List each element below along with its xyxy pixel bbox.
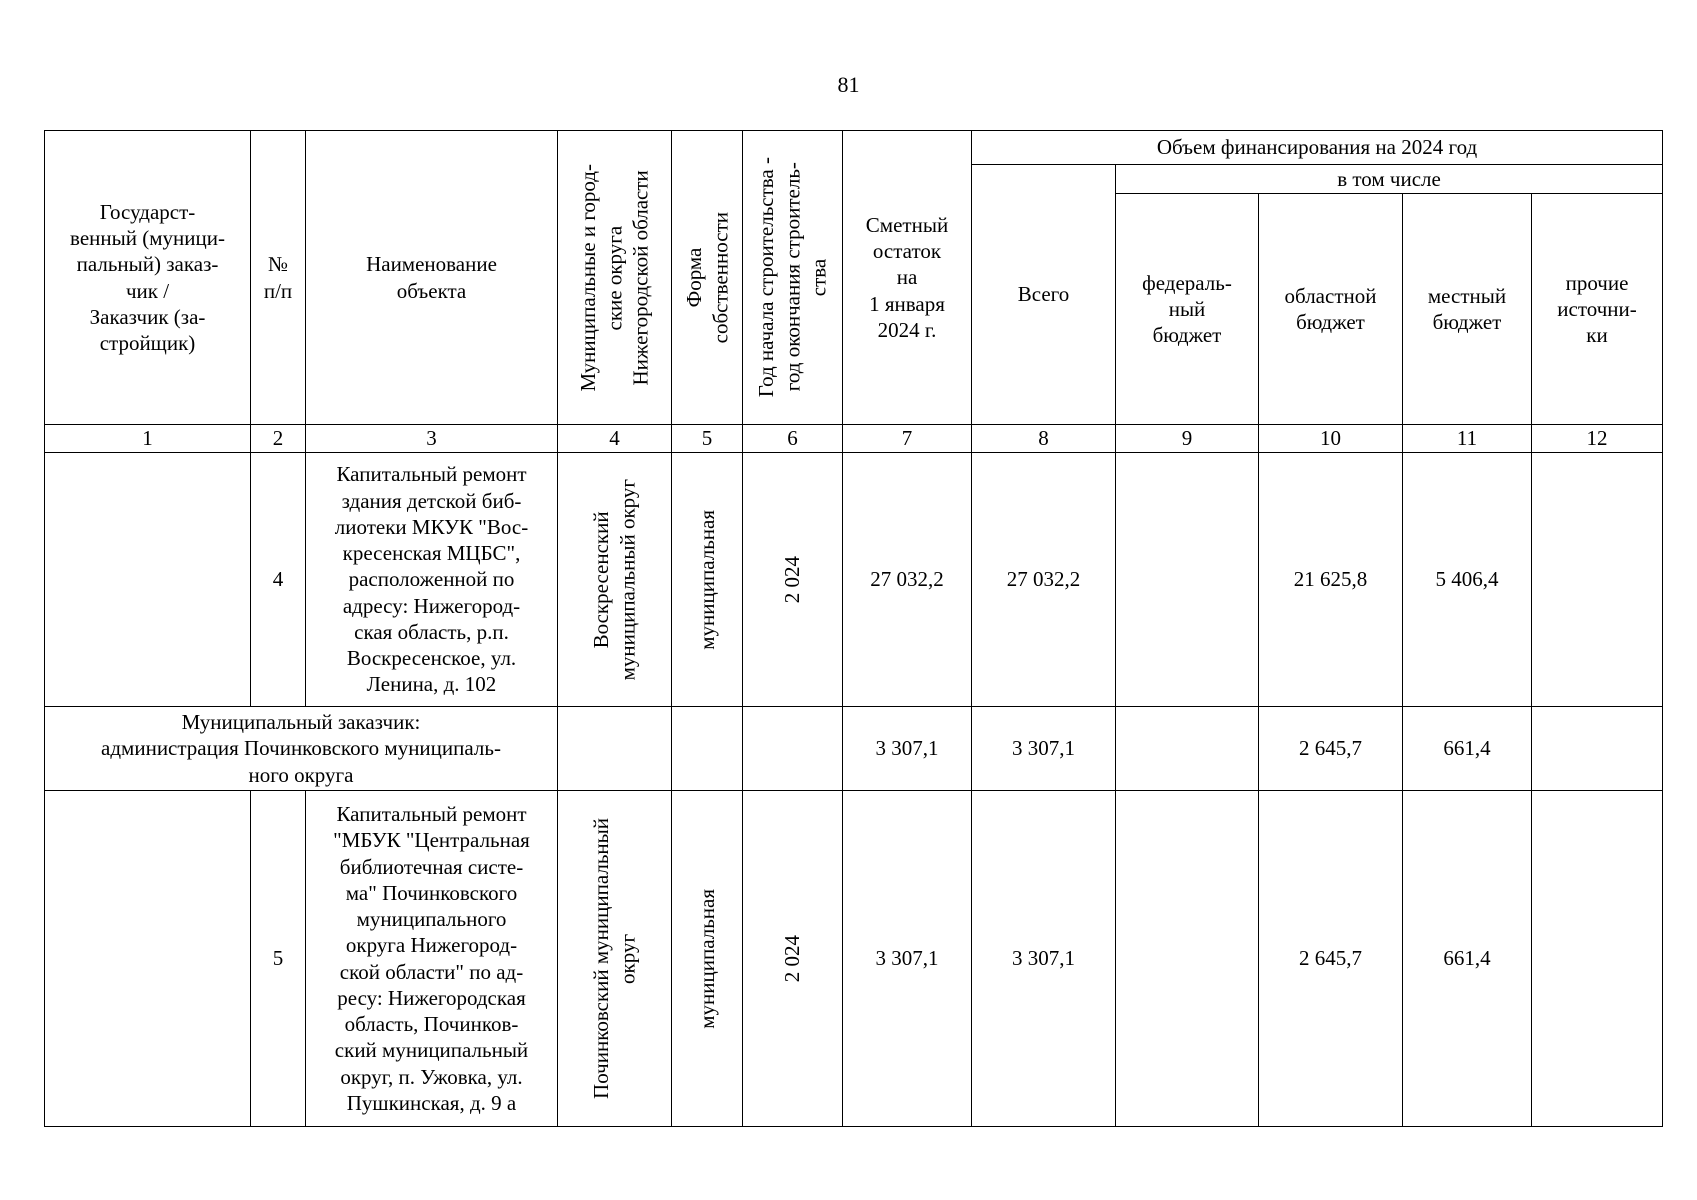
customer-cell-empty	[45, 791, 251, 1127]
federal-cell	[1116, 791, 1259, 1127]
local-cell: 5 406,4	[1403, 453, 1532, 707]
customer-cell-empty	[45, 453, 251, 707]
column-number: 5	[672, 425, 743, 453]
column-number: 3	[306, 425, 558, 453]
column-number: 2	[251, 425, 306, 453]
page-number: 81	[837, 72, 860, 97]
years-cell	[743, 707, 843, 791]
column-number: 6	[743, 425, 843, 453]
row-number: 4	[251, 453, 306, 707]
federal-cell	[1116, 453, 1259, 707]
financing-table	[44, 130, 1663, 1127]
estimate-cell: 3 307,1	[843, 707, 972, 791]
column-number: 12	[1532, 425, 1663, 453]
header-number: № п/п	[251, 131, 306, 425]
column-number: 7	[843, 425, 972, 453]
column-numbers-row	[45, 425, 1663, 453]
other-cell	[1532, 791, 1663, 1127]
regional-cell: 2 645,7	[1259, 707, 1403, 791]
row-number: 5	[251, 791, 306, 1127]
header-including: в том числе	[1116, 165, 1663, 194]
header-other: прочие источни- ки	[1532, 194, 1663, 425]
column-number: 8	[972, 425, 1116, 453]
header-district: Муниципальные и город- ские округа Нижегородской области	[558, 131, 672, 425]
table-row	[45, 453, 1663, 707]
column-number: 10	[1259, 425, 1403, 453]
regional-cell: 21 625,8	[1259, 453, 1403, 707]
customer-row	[45, 707, 1663, 791]
table-row	[45, 791, 1663, 1127]
ownership-cell: муниципальная	[672, 791, 743, 1127]
header-local: местный бюджет	[1403, 194, 1532, 425]
regional-cell: 2 645,7	[1259, 791, 1403, 1127]
header-regional: областной бюджет	[1259, 194, 1403, 425]
header-federal: федераль- ный бюджет	[1116, 194, 1259, 425]
header-total: Всего	[972, 165, 1116, 425]
other-cell	[1532, 707, 1663, 791]
total-cell: 27 032,2	[972, 453, 1116, 707]
estimate-cell: 3 307,1	[843, 791, 972, 1127]
header-estimate: Сметный остаток на 1 января 2024 г.	[843, 131, 972, 425]
header-years: Год начала строительства - год окончания строитель- ства	[743, 131, 843, 425]
district-cell: Починковский муниципальный округ	[558, 791, 672, 1127]
federal-cell	[1116, 707, 1259, 791]
header-row-1	[45, 131, 1663, 165]
total-cell: 3 307,1	[972, 707, 1116, 791]
header-object-name: Наименование объекта	[306, 131, 558, 425]
header-customer: Государст- венный (муници- пальный) заказ- чик / Заказчик (за- стройщик)	[45, 131, 251, 425]
district-cell	[558, 707, 672, 791]
years-cell: 2 024	[743, 453, 843, 707]
object-name: Капитальный ремонт "МБУК "Центральная библиотечная систе- ма" Починковского муниципального округа Нижегород- ской области" по ад- ресу: Нижегородская область, Починков- ский муниципальный округ, п. Ужовка, ул. Пушкинская, д. 9 а	[306, 791, 558, 1127]
local-cell: 661,4	[1403, 791, 1532, 1127]
ownership-cell	[672, 707, 743, 791]
local-cell: 661,4	[1403, 707, 1532, 791]
municipal-customer: Муниципальный заказчик: администрация Починковского муниципаль- ного округа	[45, 707, 558, 791]
column-number: 1	[45, 425, 251, 453]
ownership-cell: муниципальная	[672, 453, 743, 707]
total-cell: 3 307,1	[972, 791, 1116, 1127]
estimate-cell: 27 032,2	[843, 453, 972, 707]
column-number: 4	[558, 425, 672, 453]
header-ownership: Форма собственности	[672, 131, 743, 425]
column-number: 9	[1116, 425, 1259, 453]
object-name: Капитальный ремонт здания детской биб- лиотеки МКУК "Вос- кресенская МЦБС", расположенной по адресу: Нижегород- ская область, р.п. Воскресенское, ул. Ленина, д. 102	[306, 453, 558, 707]
district-cell: Воскресенский муниципальный округ	[558, 453, 672, 707]
header-financing-title: Объем финансирования на 2024 год	[972, 131, 1663, 165]
years-cell: 2 024	[743, 791, 843, 1127]
column-number: 11	[1403, 425, 1532, 453]
other-cell	[1532, 453, 1663, 707]
